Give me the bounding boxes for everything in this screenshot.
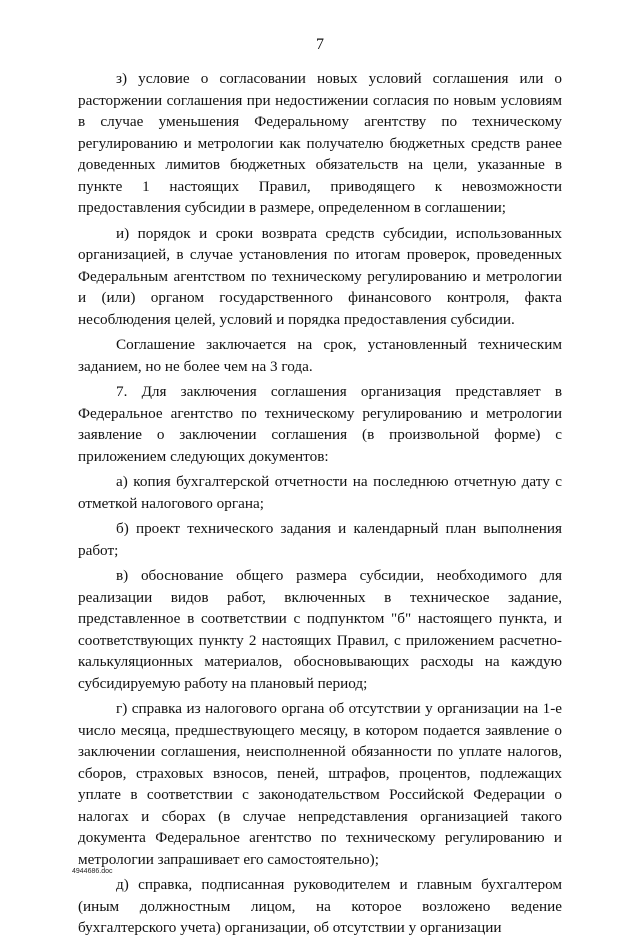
page-number: 7 xyxy=(316,36,324,53)
paragraph-b: б) проект технического задания и календарный план выполнения работ; xyxy=(78,520,562,559)
document-filename-footer: 4944686.doc xyxy=(72,868,113,875)
document-body xyxy=(78,68,562,939)
paragraph-agreement-term: Соглашение заключается на срок, установленный техническим заданием, но не более чем на 3 года. xyxy=(78,336,562,375)
paragraph-z: з) условие о согласовании новых условий соглашения или о расторжении соглашения при недостижении согласия по новым условиям в случае уменьшения Федеральному агентству по техническому регулированию и метрологии как получателю бюджетных средств ранее доведенных лимитов бюджетных обязательств на цели, указанные в пункте 1 настоящих Правил, приводящего к невозможности предоставления субсидии в размере, определенном в соглашении; xyxy=(78,70,562,216)
paragraph-7: 7. Для заключения соглашения организация представляет в Федеральное агентство по техническому регулированию и метрологии заявление о заключении соглашения (в произвольной форме) с приложением следующих документов: xyxy=(78,383,562,465)
paragraph-a: а) копия бухгалтерской отчетности на последнюю отчетную дату с отметкой налогового органа; xyxy=(78,473,562,512)
paragraph-i: и) порядок и сроки возврата средств субсидии, использованных организацией, в случае установления по итогам проверок, проведенных Федеральным агентством по техническому регулированию и метрологии и (или) органом государственного финансового контроля, факта несоблюдения целей, условий и порядка предоставления субсидии. xyxy=(78,224,562,328)
paragraph-d: д) справка, подписанная руководителем и главным бухгалтером (иным должностным лицом, на которое возложено ведение бухгалтерского учета) организации, об отсутствии у организации xyxy=(78,876,562,936)
paragraph-g: г) справка из налогового органа об отсутствии у организации на 1-е число месяца, предшествующего месяцу, в котором подается заявление о заключении соглашения, неисполненной обязанности по уплате налогов, сборов, страховых взносов, пеней, штрафов, процентов, подлежащих уплате в соответствии с законодательством Российской Федерации о налогах и сборах (в случае непредставления организацией такого документа Федеральное агентство по техническому регулированию и метрологии запрашивает его самостоятельно); xyxy=(78,700,562,868)
paragraph-v: в) обоснование общего размера субсидии, необходимого для реализации видов работ, включенных в техническое задание, представленное в соответствии с подпунктом "б" настоящего пункта, и соответствующих пункту 2 настоящих Правил, с приложением расчетно-калькуляционных материалов, обосновывающих расходы на каждую субсидируемую работу на плановый период; xyxy=(78,567,562,692)
